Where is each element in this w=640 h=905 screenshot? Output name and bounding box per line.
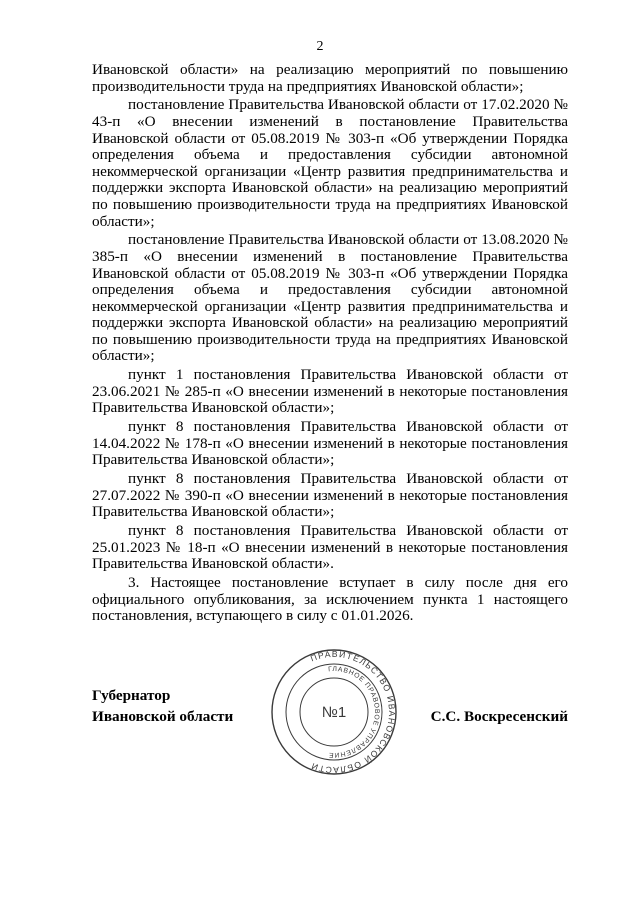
paragraph: постановление Правительства Ивановской области от 17.02.2020 № 43-п «О внесении изменений в постановление Правительства Ивановской области от 05.08.2019 № 303-п «Об утверждении Порядка определения объема и предоставления субсидии автономной некоммерческой организации «Центр развития предпринимательства и поддержки экспорта Ивановской области» на реализацию мероприятий по повышению производительности труда на предприятиях Ивановской области»; — [92, 96, 568, 230]
page-number: 2 — [316, 39, 324, 54]
signatory-name: С.С. Воскресенский — [430, 707, 568, 725]
paragraph: 3. Настоящее постановление вступает в силу после дня его официального опубликования, за исключением пункта 1 настоящего постановления, вступающего в силу с 01.01.2026. — [92, 574, 568, 625]
stamp-number: №1 — [321, 704, 347, 721]
official-stamp — [270, 648, 398, 776]
signatory-title-line: Ивановской области — [92, 707, 234, 725]
stamp-inner-text: ГЛАВНОЕ ПРАВОВОЕ УПРАВЛЕНИЕ — [327, 665, 381, 759]
document-body — [92, 62, 568, 627]
signatory-title-line: Губернатор — [92, 687, 171, 704]
paragraph: постановление Правительства Ивановской области от 13.08.2020 № 385-п «О внесении изменений в постановление Правительства Ивановской области от 05.08.2019 № 303-п «Об утверждении Порядка определения объема и предоставления субсидии автономной некоммерческой организации «Центр развития предпринимательства и поддержки экспорта Ивановской области» на реализацию мероприятий по повышению производительности труда на предприятиях Ивановской области»; — [92, 231, 568, 365]
paragraph: пункт 8 постановления Правительства Ивановской области от 25.01.2023 № 18-п «О внесении изменений в некоторые постановления Правительства Ивановской области». — [92, 522, 568, 573]
paragraph: пункт 8 постановления Правительства Ивановской области от 27.07.2022 № 390-п «О внесении изменений в некоторые постановления Правительства Ивановской области»; — [92, 470, 568, 521]
signatory-title — [92, 686, 233, 727]
paragraph: пункт 1 постановления Правительства Ивановской области от 23.06.2021 № 285-п «О внесении изменений в некоторые постановления Правительства Ивановской области»; — [92, 366, 568, 417]
stamp-outer-text: ПРАВИТЕЛЬСТВО ИВАНОВСКОЙ ОБЛАСТИ — [309, 648, 398, 776]
paragraph: пункт 8 постановления Правительства Ивановской области от 14.04.2022 № 178-п «О внесении изменений в некоторые постановления Правительства Ивановской области»; — [92, 418, 568, 469]
paragraph: Ивановской области» на реализацию мероприятий по повышению производительности труда на предприятиях Ивановской области»; — [92, 61, 568, 95]
